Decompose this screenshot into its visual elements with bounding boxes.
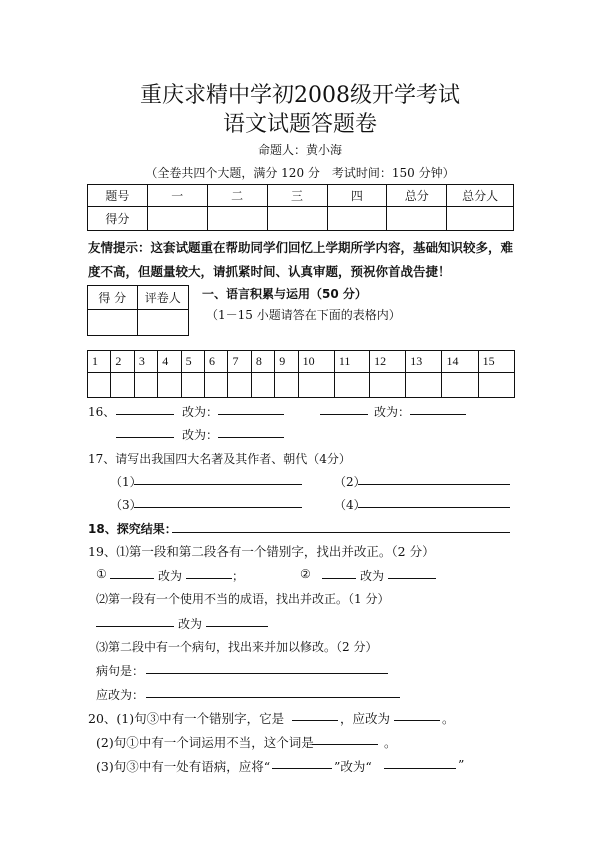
- q16-blank[interactable]: [320, 402, 368, 415]
- q19-circle-1: ①: [96, 567, 107, 581]
- answer-cell[interactable]: [111, 373, 134, 398]
- answer-number: 14: [442, 351, 478, 373]
- q17-blank[interactable]: [134, 495, 302, 508]
- grader-score-label: 得 分: [88, 286, 138, 310]
- q19-blank[interactable]: [388, 566, 436, 579]
- answer-number: 10: [298, 351, 334, 373]
- q20-line-3a: (3)句③中有一处有语病，应将“: [96, 759, 271, 774]
- answer-cell[interactable]: [370, 373, 406, 398]
- q19-sick-label: 病句是：: [96, 664, 145, 678]
- q17-item-2: （2）: [334, 475, 366, 489]
- answer-cell[interactable]: [205, 373, 228, 398]
- score-cell[interactable]: [387, 207, 447, 231]
- q19-change-label: 改为: [158, 569, 183, 583]
- q16-blank[interactable]: [218, 402, 284, 415]
- score-header-cell: 二: [207, 185, 267, 207]
- q16-change-label: 改为：: [374, 405, 411, 419]
- section-1-title: 一、语言积累与运用（50 分）: [202, 287, 367, 301]
- grader-box: [87, 285, 189, 336]
- answer-cell[interactable]: [298, 373, 334, 398]
- exam-info: （全卷共四个大题，满分 120 分 考试时间：150 分钟）: [145, 166, 455, 180]
- answer-number: 4: [158, 351, 181, 373]
- score-cell[interactable]: [447, 207, 514, 231]
- score-row-label: 得分: [88, 207, 148, 231]
- q20-line-3c: ”: [458, 757, 465, 772]
- answer-cell[interactable]: [228, 373, 251, 398]
- answer-cell[interactable]: [478, 373, 514, 398]
- answer-cell[interactable]: [181, 373, 204, 398]
- q17-item-3: （3）: [110, 498, 142, 512]
- answer-cell[interactable]: [442, 373, 478, 398]
- q18-label: 18、探究结果：: [88, 522, 177, 536]
- q19-part-3: ⑶第二段中有一个病句，找出来并加以修改。（2 分）: [96, 640, 378, 654]
- score-header-cell: 四: [327, 185, 387, 207]
- score-cell[interactable]: [267, 207, 327, 231]
- answer-cell[interactable]: [251, 373, 274, 398]
- q19-change-label: 改为: [360, 569, 385, 583]
- q19-circle-2: ②: [300, 567, 311, 581]
- score-table: [87, 184, 514, 231]
- q17-label: 17、请写出我国四大名著及其作者、朝代（4分）: [88, 452, 351, 466]
- q19-semicolon: ；: [232, 569, 245, 583]
- answer-cell[interactable]: [158, 373, 181, 398]
- answer-number: 12: [370, 351, 406, 373]
- q19-part-2: ⑵第一段有一个使用不当的成语，找出并改正。（1 分）: [96, 592, 390, 606]
- q17-item-1: （1）: [110, 475, 142, 489]
- q20-line-1c: 。: [442, 711, 455, 726]
- tip-line-2: 度不高，但题量较大，请抓紧时间、认真审题，预祝你首战告捷！: [88, 264, 451, 279]
- q19-blank[interactable]: [146, 685, 400, 698]
- q20-blank[interactable]: [312, 732, 378, 745]
- q19-blank[interactable]: [186, 566, 232, 579]
- q20-line-2b: 。: [384, 735, 397, 750]
- q19-blank[interactable]: [322, 566, 356, 579]
- grader-name-cell[interactable]: [137, 310, 188, 336]
- section-1-note: （1－15 小题请答在下面的表格内）: [206, 308, 401, 322]
- q19-change-label: 改为: [178, 617, 203, 631]
- q20-line-2a: (2)句①中有一个词运用不当，这个词是: [96, 735, 314, 750]
- score-cell[interactable]: [327, 207, 387, 231]
- score-header-cell: 题号: [88, 185, 148, 207]
- q16-label: 16、: [88, 405, 116, 419]
- answer-grid: [87, 350, 515, 398]
- q17-blank[interactable]: [134, 472, 302, 485]
- score-cell[interactable]: [147, 207, 207, 231]
- q19-blank[interactable]: [146, 661, 388, 674]
- q19-blank[interactable]: [110, 566, 154, 579]
- q20-blank[interactable]: [272, 756, 332, 769]
- author-line: 命题人：黄小海: [257, 143, 342, 157]
- answer-number: 15: [478, 351, 514, 373]
- answer-cell[interactable]: [275, 373, 298, 398]
- q19-blank[interactable]: [206, 614, 268, 627]
- q16-change-label: 改为：: [182, 428, 219, 442]
- q20-blank[interactable]: [394, 708, 440, 721]
- q20-line-3b: ”改为“: [334, 759, 372, 774]
- q17-item-4: （4）: [334, 498, 366, 512]
- q16-blank[interactable]: [410, 402, 466, 415]
- answer-number: 7: [228, 351, 251, 373]
- answer-number: 2: [111, 351, 134, 373]
- answer-number: 1: [88, 351, 111, 373]
- answer-cell[interactable]: [88, 373, 111, 398]
- tip-line-1: 友情提示：这套试题重在帮助同学们回忆上学期所学内容，基础知识较多，难: [88, 240, 514, 255]
- score-cell[interactable]: [207, 207, 267, 231]
- q19-blank[interactable]: [96, 614, 174, 627]
- title-line-2: 语文试题答题卷: [222, 112, 377, 137]
- q19-fix-label: 应改为：: [96, 688, 145, 702]
- answer-number: 9: [275, 351, 298, 373]
- q16-blank[interactable]: [116, 402, 174, 415]
- q16-blank[interactable]: [218, 425, 284, 438]
- grader-score-cell[interactable]: [88, 310, 138, 336]
- score-header-cell: 总分: [387, 185, 447, 207]
- title-line-1: 重庆求精中学初2008级开学考试: [140, 83, 460, 108]
- answer-cell[interactable]: [334, 373, 369, 398]
- q17-blank[interactable]: [358, 495, 510, 508]
- q16-blank[interactable]: [116, 425, 174, 438]
- answer-cell[interactable]: [134, 373, 157, 398]
- q20-blank[interactable]: [384, 756, 456, 769]
- answer-cell[interactable]: [406, 373, 442, 398]
- q19-part-1: 19、⑴第一段和第二段各有一个错别字，找出并改正。（2 分）: [88, 544, 435, 559]
- q20-line-1a: 20、(1)句③中有一个错别字，它是: [88, 711, 285, 726]
- answer-number: 6: [205, 351, 228, 373]
- q20-blank[interactable]: [292, 708, 338, 721]
- q17-blank[interactable]: [358, 472, 510, 485]
- grader-name-label: 评卷人: [137, 286, 188, 310]
- answer-number: 8: [251, 351, 274, 373]
- score-header-cell: 一: [147, 185, 207, 207]
- answer-number: 13: [406, 351, 442, 373]
- answer-number: 11: [334, 351, 369, 373]
- q20-line-1b: ，应改为: [340, 711, 391, 726]
- q16-change-label: 改为：: [182, 405, 219, 419]
- answer-number: 3: [134, 351, 157, 373]
- score-header-cell: 总分人: [447, 185, 514, 207]
- q18-blank[interactable]: [172, 520, 510, 533]
- answer-number: 5: [181, 351, 204, 373]
- score-header-cell: 三: [267, 185, 327, 207]
